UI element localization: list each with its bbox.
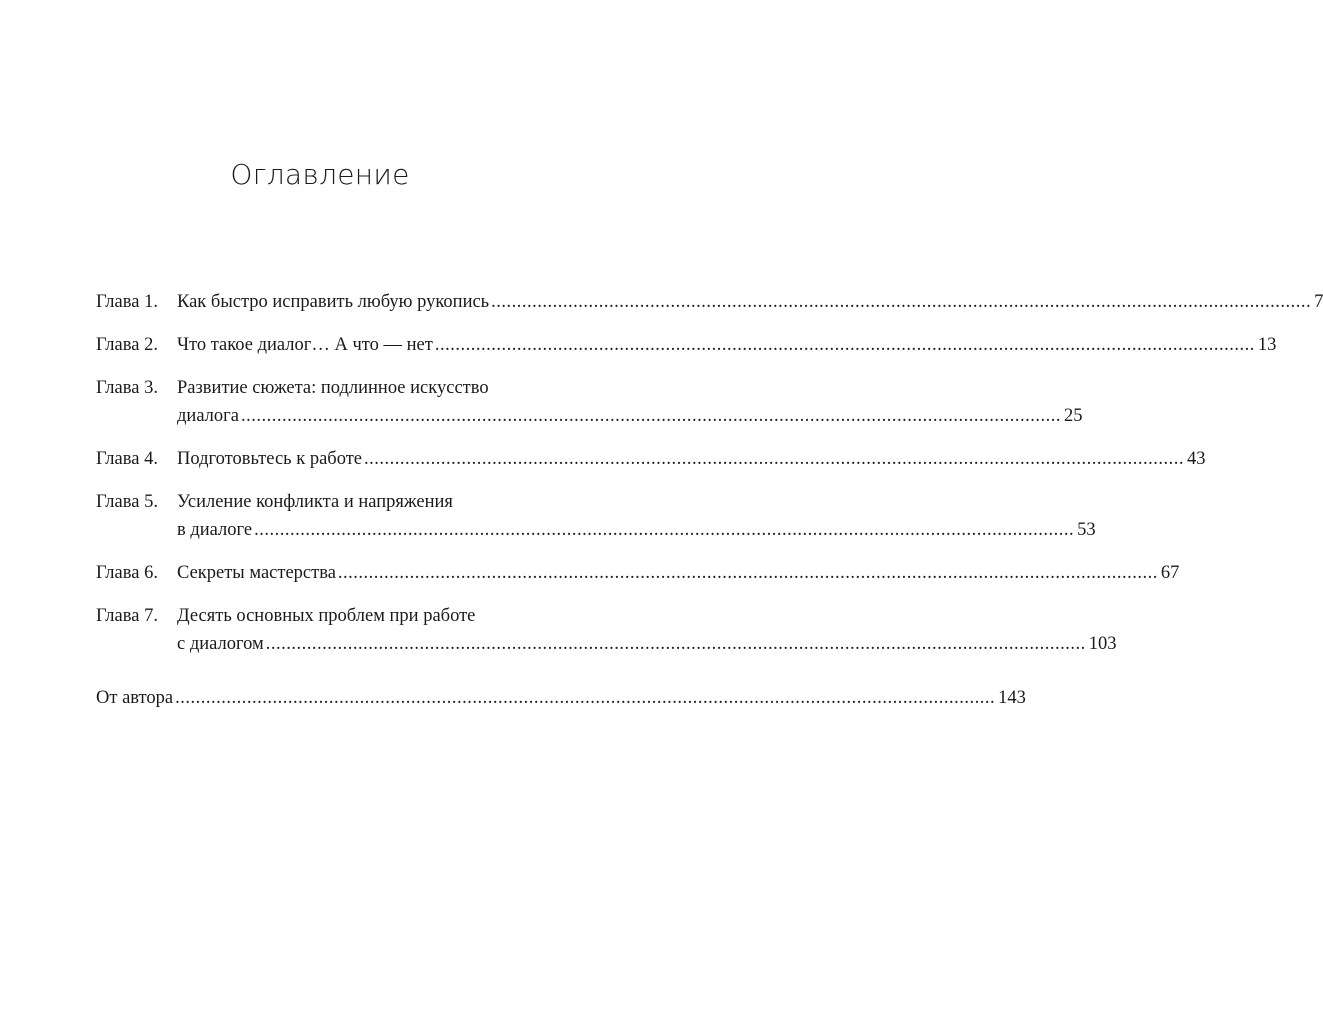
toc-entry-chapter-5[interactable] xyxy=(96,488,1096,544)
chapter-body xyxy=(177,331,1277,359)
dot-leader: ................................................................................................................................................................ xyxy=(364,449,1184,469)
page-number: 67 xyxy=(1160,563,1180,583)
chapter-title: с диалогом xyxy=(177,634,264,654)
chapter-title: Подготовьтесь к работе xyxy=(177,449,362,469)
chapter-title-line xyxy=(177,559,1180,587)
toc-entry-chapter-6[interactable] xyxy=(96,559,1180,587)
chapter-body xyxy=(177,445,1206,473)
dot-leader: ................................................................................................................................................................ xyxy=(175,688,996,708)
dot-leader: ................................................................................................................................................................ xyxy=(240,406,1061,426)
dot-leader: ................................................................................................................................................................ xyxy=(265,634,1086,654)
page-number: 43 xyxy=(1187,449,1206,469)
chapter-title-part: Десять основных проблем при работе xyxy=(177,606,476,626)
chapter-label: Глава 4. xyxy=(96,449,158,469)
toc-entry-chapter-2[interactable] xyxy=(96,331,1277,359)
chapter-body xyxy=(177,288,1323,316)
chapter-title-line-1 xyxy=(177,602,540,630)
dot-leader: ................................................................................................................................................................ xyxy=(491,292,1312,312)
chapter-label: Глава 5. xyxy=(96,492,158,512)
chapter-label: Глава 7. xyxy=(96,606,158,626)
page-number: 25 xyxy=(1063,406,1083,426)
page-title: Оглавление xyxy=(230,158,410,191)
chapter-body xyxy=(177,488,1096,544)
chapter-title-line xyxy=(177,402,1083,430)
page-number: 13 xyxy=(1257,335,1277,355)
chapter-label: Глава 6. xyxy=(96,563,158,583)
page-number: 7 xyxy=(1314,292,1323,312)
chapter-label: Глава 3. xyxy=(96,378,158,398)
author-note-title: От автора xyxy=(96,688,174,708)
chapter-body xyxy=(177,559,1180,587)
chapter-title-line xyxy=(177,445,1206,473)
chapter-label: Глава 2. xyxy=(96,335,158,355)
table-of-contents xyxy=(96,288,1323,727)
chapter-title: в диалоге xyxy=(177,520,253,540)
chapter-title-line xyxy=(177,516,1096,544)
page-number: 103 xyxy=(1088,634,1117,654)
dot-leader: ................................................................................................................................................................ xyxy=(254,520,1075,540)
chapter-title: диалога xyxy=(177,406,239,426)
chapter-title-part: Усиление конфликта и напряжения xyxy=(177,492,453,512)
chapter-body xyxy=(177,374,1083,430)
dot-leader: ................................................................................................................................................................ xyxy=(434,335,1255,355)
toc-entry-chapter-3[interactable] xyxy=(96,374,1083,430)
toc-entry-author-note[interactable] xyxy=(96,684,1026,712)
chapter-title: Секреты мастерства xyxy=(177,563,336,583)
chapter-title: Что такое диалог… А что — нет xyxy=(177,335,433,355)
toc-entry-chapter-1[interactable] xyxy=(96,288,1323,316)
chapter-title-line xyxy=(177,630,1117,658)
chapter-title: Как быстро исправить любую рукопись xyxy=(177,292,490,312)
chapter-title-line-1 xyxy=(177,488,540,516)
author-note-body xyxy=(96,684,1026,712)
chapter-body xyxy=(177,602,1117,658)
page-number: 143 xyxy=(998,688,1026,708)
chapter-title-line xyxy=(177,331,1277,359)
chapter-title-line xyxy=(177,288,1323,316)
chapter-title-part: Развитие сюжета: подлинное искусство xyxy=(177,378,489,398)
dot-leader: ................................................................................................................................................................ xyxy=(337,563,1158,583)
toc-entry-chapter-7[interactable] xyxy=(96,602,1117,658)
chapter-label: Глава 1. xyxy=(96,292,158,312)
author-note-line xyxy=(96,684,1026,712)
page-number: 53 xyxy=(1077,520,1096,540)
toc-entry-chapter-4[interactable] xyxy=(96,445,1206,473)
chapter-title-line-1 xyxy=(177,374,540,402)
